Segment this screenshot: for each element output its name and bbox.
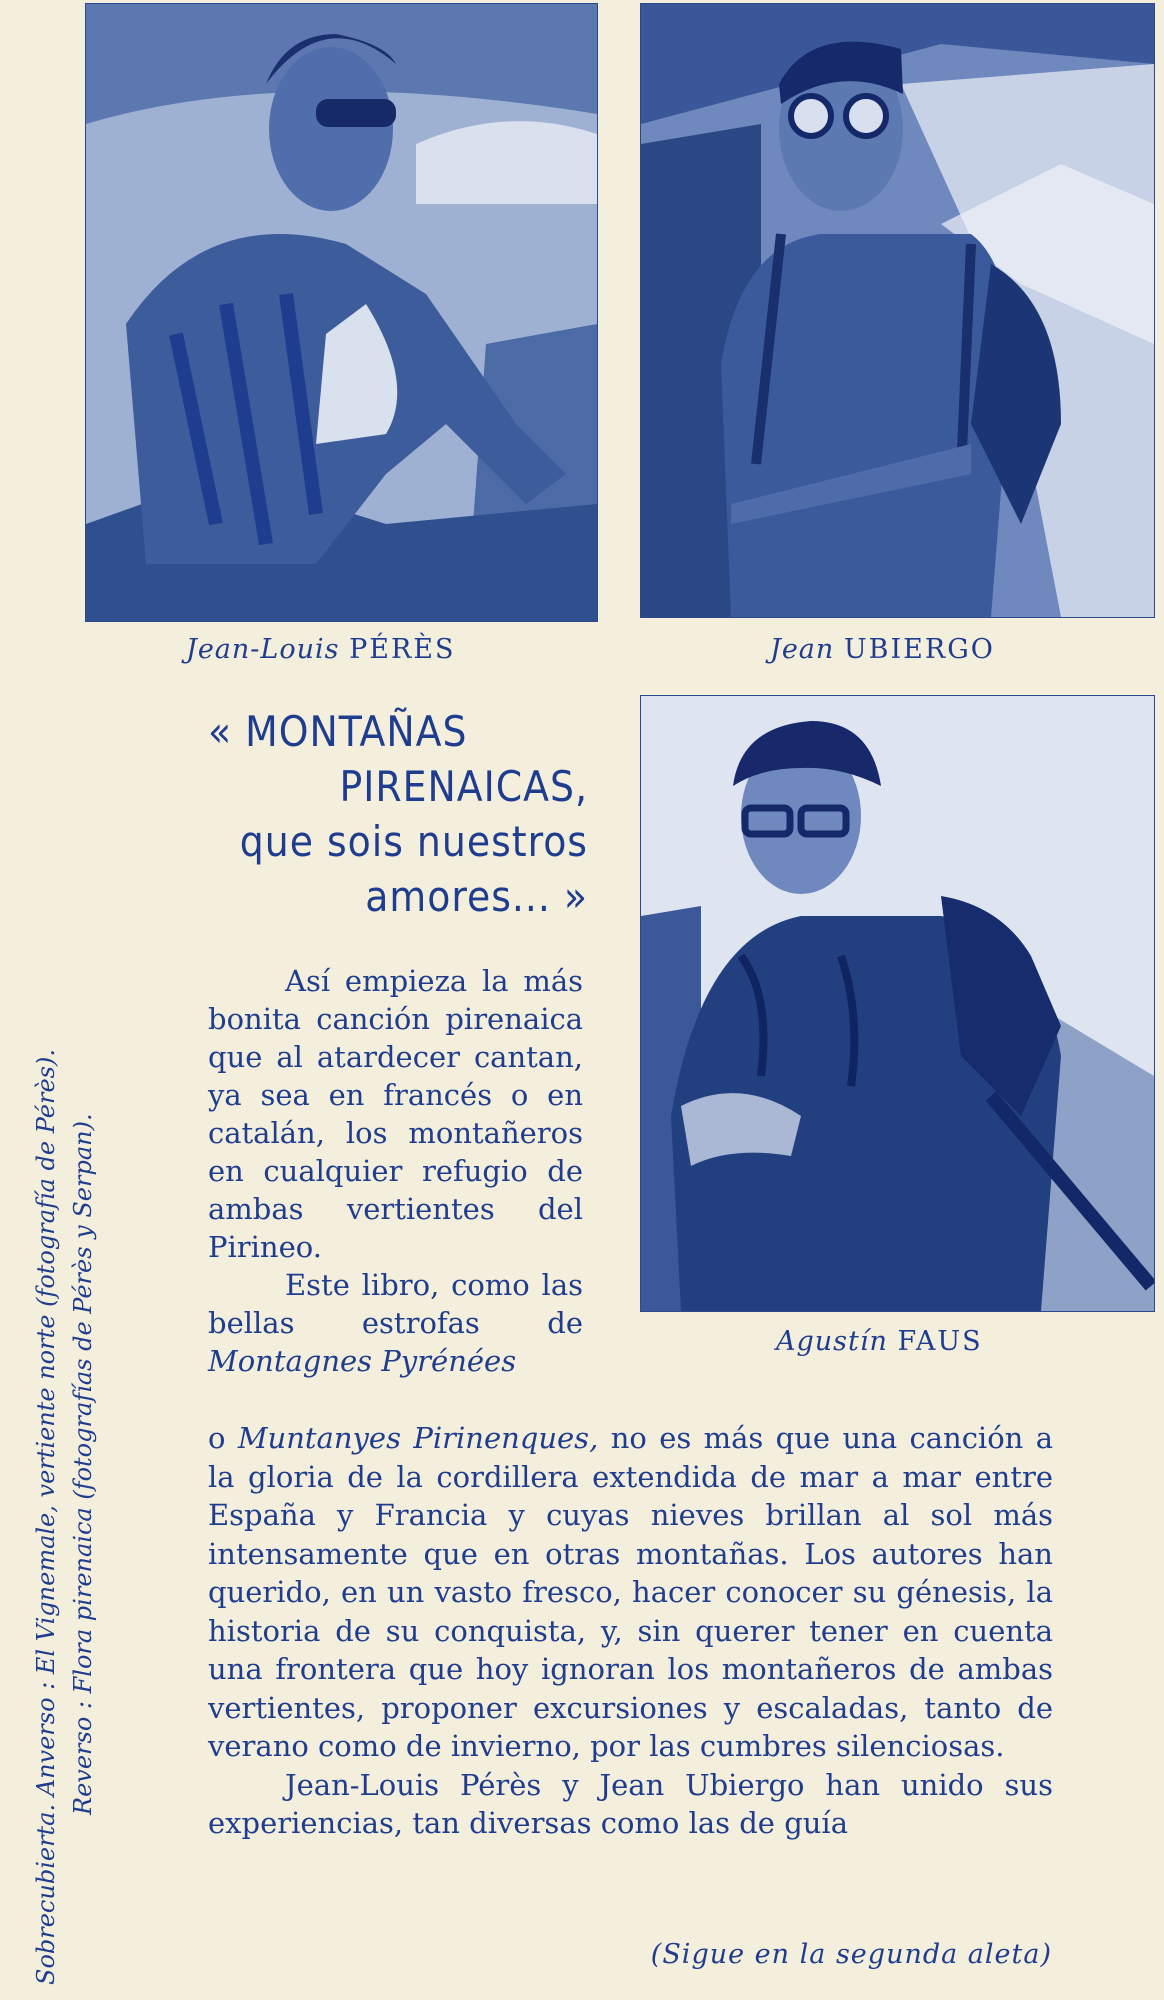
caption-jean-ubiergo <box>770 634 995 665</box>
headline-line-3: que sois nuestros <box>239 817 588 866</box>
song-title-french: Montagnes Pyrénées <box>208 1344 517 1378</box>
caption-agustin-faus <box>776 1326 983 1357</box>
photo-jean-louis-peres <box>85 3 598 622</box>
song-title-catalan: Muntanyes Pirinenques, <box>237 1421 599 1455</box>
body-paragraph-2-start <box>208 1266 583 1380</box>
side-caption-line-2: Reverso : Flora pirenaica (fotografías de Pérès y Serpan). <box>69 1113 97 1815</box>
caption-first-name: Agustín <box>776 1326 888 1357</box>
body-paragraph-2-end <box>208 1419 1053 1766</box>
photo-jean-ubiergo <box>640 3 1155 618</box>
photo-agustin-faus <box>640 695 1155 1312</box>
body-text: o <box>208 1421 226 1455</box>
headline-line-2: PIRENAICAS, <box>339 762 588 811</box>
body-column <box>208 962 583 1380</box>
body-wide <box>208 1419 1053 1843</box>
body-text: Este libro, como las bellas estrofas de <box>208 1268 583 1340</box>
body-paragraph-3: Jean-Louis Pérès y Jean Ubiergo han unido sus experiencias, tan diversas como las de guía <box>208 1767 1053 1840</box>
caption-first-name: Jean <box>770 634 835 665</box>
caption-first-name: Jean-Louis <box>186 634 340 665</box>
body-text: no es más que una canción a la gloria de la cordillera extendida de mar a mar entre España y Francia y cuyas nieves brillan al sol más intensamente que en otras montañas. Los autores han querido, en un vasto fresco, hacer conocer su génesis, la historia de su conquista, y, sin querer tener en cuenta una frontera que hoy ignoran los montañeros de ambas vertientes, proponer excursiones y escaladas, tanto de verano como de invierno, por las cumbres silenciosas. <box>208 1421 1054 1763</box>
caption-last-name: FAUS <box>897 1326 983 1357</box>
headline <box>208 704 588 924</box>
caption-last-name: UBIERGO <box>843 634 995 665</box>
body-paragraph-1: Así empieza la más bonita canción pirenaica que al atardecer cantan, ya sea en francés o en catalán, los montañeros en cualquier refugio de ambas vertientes del Pirineo. <box>208 964 583 1264</box>
caption-last-name: PÉRÈS <box>349 634 456 665</box>
continuation-note: (Sigue en la segunda aleta) <box>650 1939 1052 1970</box>
headline-line-1: « MONTAÑAS <box>208 707 468 756</box>
headline-line-4: amores... » <box>365 872 588 921</box>
side-caption-line-1: Sobrecubierta. Anverso : El Vignemale, vertiente norte (fotografía de Pérès). <box>32 1049 60 1985</box>
caption-jean-louis-peres <box>186 634 456 665</box>
side-caption <box>28 815 102 1985</box>
